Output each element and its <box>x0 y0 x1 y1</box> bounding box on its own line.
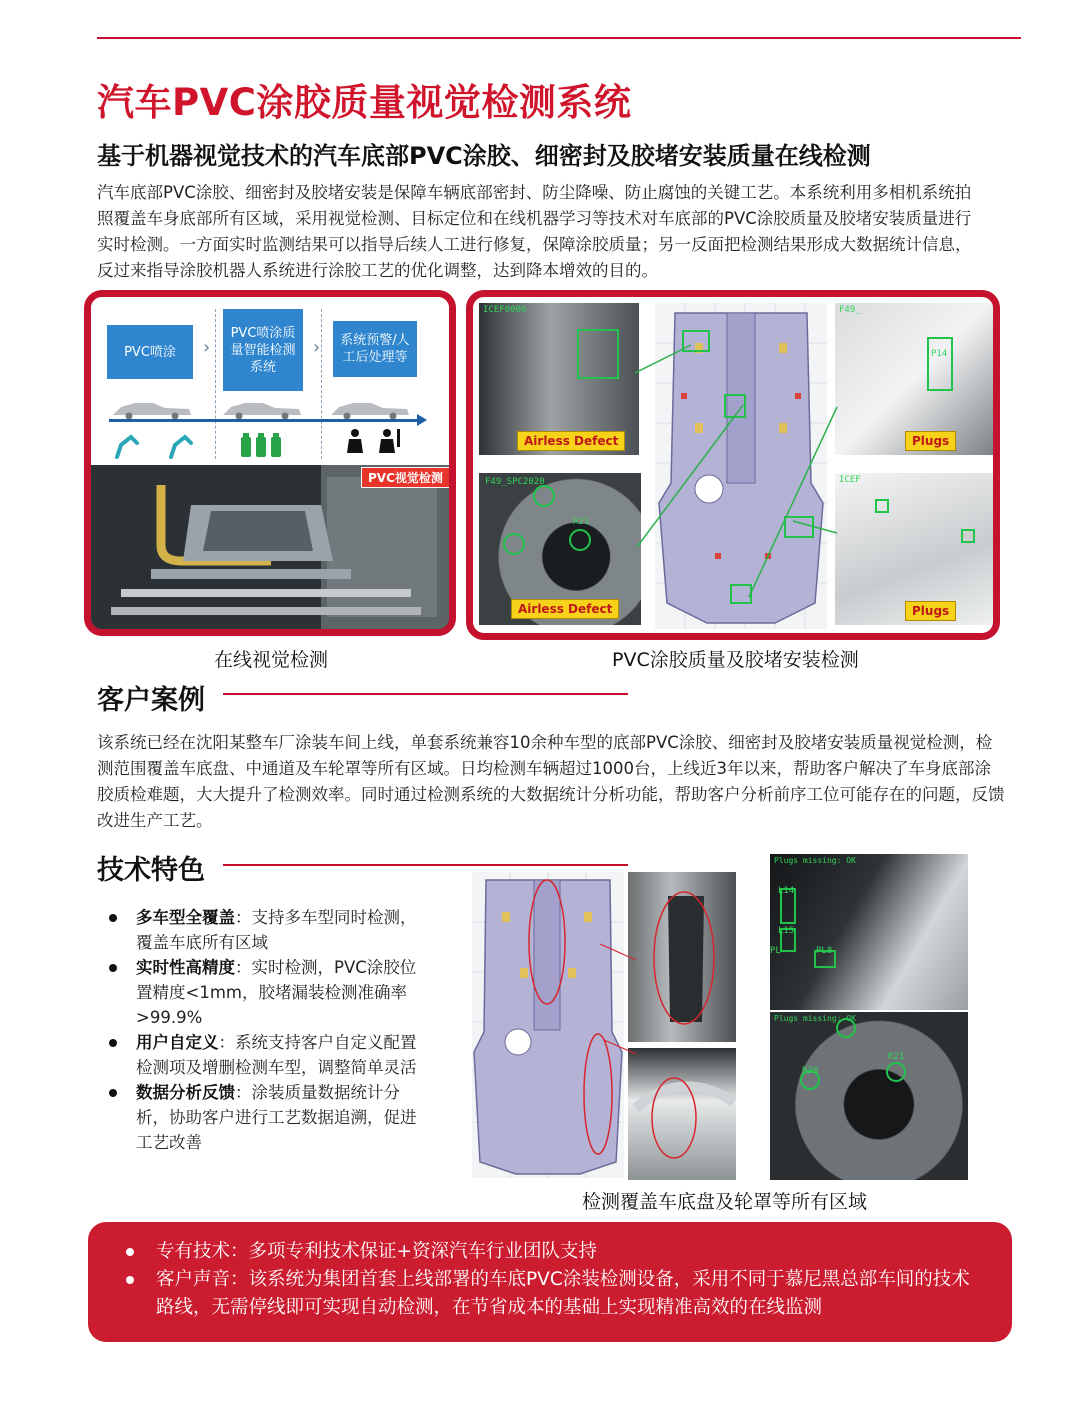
feature-title: 数据分析反馈 <box>136 1083 235 1102</box>
wheel-arch-image <box>628 1048 736 1180</box>
top-divider <box>97 37 1021 39</box>
tech-features-heading: 技术特色 <box>97 855 205 886</box>
overlay-text: L15 <box>778 926 795 936</box>
left-panel-caption: 在线视觉检测 <box>214 649 329 671</box>
robot-arm-icon <box>111 429 201 461</box>
car-silhouette-icon <box>109 395 439 421</box>
bottom-highlight-box <box>88 1222 1012 1342</box>
list-item <box>106 955 426 1030</box>
overlay-text: R20 <box>802 1066 819 1076</box>
list-item <box>106 1030 426 1080</box>
process-diagram <box>91 297 449 465</box>
section-divider <box>223 693 628 695</box>
feature-title: 实时性高精度 <box>136 958 235 977</box>
connector-lines <box>600 940 640 1060</box>
customer-case-heading: 客户案例 <box>97 685 205 716</box>
connector-arrows <box>473 297 993 633</box>
overlay-text: L14 <box>778 886 795 896</box>
list-item <box>106 1080 426 1155</box>
wheel-housing-photo-bottom <box>628 1048 736 1180</box>
divider <box>215 309 216 459</box>
plugs-label: Plugs <box>905 601 956 621</box>
worker-repair-icon <box>343 427 413 461</box>
wheel-housing-image <box>628 872 736 1042</box>
process-step-pvc-spray: PVC喷涂 <box>107 325 193 379</box>
car-body-on-line-image <box>91 465 449 629</box>
airless-defect-label: Airless Defect <box>511 599 619 619</box>
process-step-inspection-system: PVC喷涂质量智能检测系统 <box>223 309 303 391</box>
feature-list <box>106 905 426 1155</box>
list-item: 专有技术：多项专利技术保证+资深汽车行业团队支持 <box>124 1238 982 1266</box>
overlay-text: Plugs missing: OK <box>774 1014 856 1023</box>
airless-defect-label: Airless Defect <box>517 431 625 451</box>
process-step-alert-postprocess: 系统预警/人工后处理等 <box>333 321 417 377</box>
camera-cluster-icon <box>237 431 293 459</box>
wheel-arch-detection-photo <box>770 1012 968 1180</box>
detection-circle <box>836 1018 856 1038</box>
overlay-text: R21 <box>888 1052 905 1062</box>
overlay-text: ICEF0000 <box>483 305 527 315</box>
overlay-text: PL8 <box>816 946 833 956</box>
page-title: 汽车PVC涂胶质量视觉检测系统 <box>97 81 632 124</box>
overlay-text: P14 <box>931 349 948 359</box>
overlay-text: PL <box>770 946 781 956</box>
chevron-right-icon: › <box>203 337 211 358</box>
overlay-text: F49_ <box>839 305 861 315</box>
pvc-plug-inspection-panel <box>466 290 1000 640</box>
feature-title: 用户自定义 <box>136 1033 219 1052</box>
chevron-right-icon: › <box>313 337 321 358</box>
intro-paragraph: 汽车底部PVC涂胶、细密封及胶堵安装是保障车辆底部密封、防尘降噪、防止腐蚀的关键工艺。本系统利用多相机系统拍照覆盖车身底部所有区域，采用视觉检测、目标定位和在线机器学习等技术对车底部的PVC涂胶质量及胶堵安装质量进行实时检测。一方面实时监测结果可以指导后续人工进行修复，保障涂胶质量；另一反面把检测结果形成大数据统计信息，反过来指导涂胶机器人系统进行涂胶工艺的优化调整，达到降本增效的目的。 <box>97 183 972 280</box>
feature-title: 多车型全覆盖 <box>136 908 235 927</box>
overlay-text: Plugs missing: OK <box>774 856 856 865</box>
overlay-text: R21 <box>573 517 590 527</box>
list-item <box>106 905 426 955</box>
detection-circle <box>886 1062 906 1082</box>
feature-desc: ：实时检测，PVC涂胶位置精度<1mm，胶堵漏装检测准确率>99.9% <box>136 958 417 1027</box>
list-item: 客户声音：该系统为集团首套上线部署的车底PVC涂装检测设备，采用不同于慕尼黑总部车间的技术路线，无需停线即可实现自动检测，在节省成本的基础上实现精准高效的在线监测 <box>124 1266 982 1322</box>
wheel-housing-photo-top <box>628 872 736 1042</box>
pvc-vision-inspection-label: PVC视觉检测 <box>361 467 449 488</box>
divider <box>321 309 322 459</box>
feature-desc: ：系统支持客户自定义配置检测项及增删检测车型，调整简单灵活 <box>136 1033 417 1077</box>
overlay-text: ICEF <box>839 475 861 485</box>
process-timeline-arrow <box>109 419 419 422</box>
plugs-label: Plugs <box>905 431 956 451</box>
section-divider <box>223 864 628 866</box>
feature-desc: ：涂装质量数据统计分析，协助客户进行工艺数据追溯，促进工艺改善 <box>136 1083 417 1152</box>
production-line-photo <box>91 465 449 629</box>
online-inspection-panel <box>84 290 456 636</box>
plug-detection-photo <box>770 854 968 1010</box>
overlay-text: F49_SPC2020 <box>485 477 545 487</box>
feature-desc: ：支持多车型同时检测，覆盖车底所有区域 <box>136 908 417 952</box>
page-subtitle: 基于机器视觉技术的汽车底部PVC涂胶、细密封及胶堵安装质量在线检测 <box>97 142 871 170</box>
right-panel-caption: PVC涂胶质量及胶堵安装检测 <box>612 649 859 671</box>
customer-case-paragraph: 该系统已经在沈阳某整车厂涂装车间上线，单套系统兼容10余种车型的底部PVC涂胶、细密封及胶堵安装质量视觉检测，检测范围覆盖车底盘、中通道及车轮罩等所有区域。日均检测车辆超过1000台，上线近3年以来，帮助客户解决了车身底部涂胶质检难题，大大提升了检测效率。同时通过检测系统的大数据统计分析功能，帮助客户分析前序工位可能存在的问题，反馈改进生产工艺。 <box>97 733 1005 830</box>
features-image-caption: 检测覆盖车底盘及轮罩等所有区域 <box>582 1191 868 1213</box>
